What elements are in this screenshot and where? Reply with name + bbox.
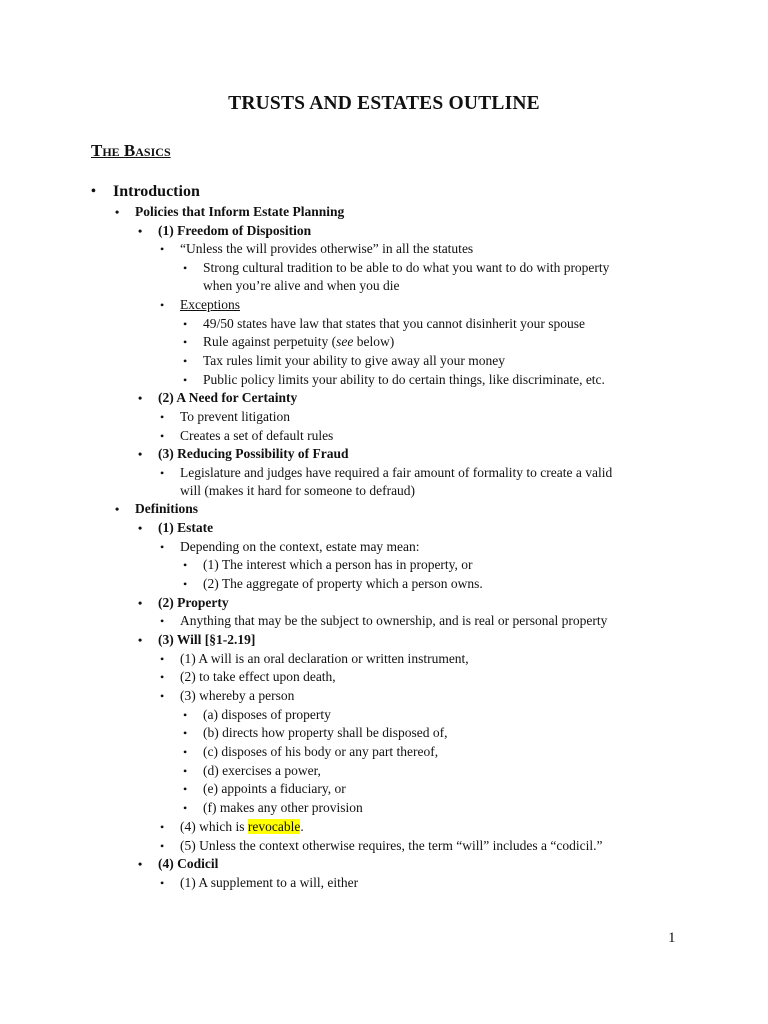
- document-title: TRUSTS AND ESTATES OUTLINE: [228, 93, 540, 114]
- bullet: •: [183, 745, 188, 759]
- bullet: •: [183, 782, 188, 796]
- bullet: •: [160, 820, 165, 834]
- bullet: •: [183, 708, 188, 722]
- bullet: •: [138, 447, 143, 461]
- outline-item: • (2) to take effect upon death,: [180, 668, 336, 687]
- bullet: •: [115, 205, 120, 219]
- outline-item: • Strong cultural tradition to be able to do what you want to do with property: [203, 259, 609, 278]
- outline-item: • Rule against perpetuity (see below): [203, 333, 394, 352]
- bullet: •: [160, 652, 165, 666]
- bullet: •: [138, 596, 143, 610]
- outline-item-exceptions: • Exceptions: [180, 296, 240, 315]
- bullet: •: [160, 410, 165, 424]
- outline-item: • (4) which is revocable.: [180, 818, 304, 837]
- bullet: •: [160, 670, 165, 684]
- outline-item: • (e) appoints a fiduciary, or: [203, 780, 346, 799]
- section-heading: The Basics: [91, 141, 171, 160]
- highlighted-text: revocable: [247, 819, 301, 834]
- bullet: •: [160, 298, 165, 312]
- outline-item: • (1) A supplement to a will, either: [180, 874, 358, 893]
- bullet: •: [138, 521, 143, 535]
- outline-item-fraud: • (3) Reducing Possibility of Fraud: [158, 445, 349, 464]
- bullet: •: [183, 764, 188, 778]
- outline-item: • (a) disposes of property: [203, 706, 331, 725]
- page-number: 1: [668, 930, 676, 946]
- outline-item-property: • (2) Property: [158, 594, 229, 613]
- outline-item: • To prevent litigation: [180, 408, 290, 427]
- outline-item-introduction: • Introduction: [91, 183, 200, 200]
- bullet: •: [138, 857, 143, 871]
- outline-item: • (b) directs how property shall be disposed of,: [203, 724, 447, 743]
- bullet: •: [183, 801, 188, 815]
- bullet: •: [160, 429, 165, 443]
- outline-item: • (2) The aggregate of property which a person owns.: [203, 575, 483, 594]
- outline-item: • 49/50 states have law that states that you cannot disinherit your spouse: [203, 315, 585, 334]
- bullet: •: [160, 689, 165, 703]
- outline-item-certainty: • (2) A Need for Certainty: [158, 389, 297, 408]
- bullet: •: [160, 876, 165, 890]
- bullet: •: [115, 502, 120, 516]
- outline-item-estate: • (1) Estate: [158, 519, 213, 538]
- bullet: •: [160, 540, 165, 554]
- outline-item: • (c) disposes of his body or any part thereof,: [203, 743, 438, 762]
- bullet: •: [138, 391, 143, 405]
- outline-item: • (1) A will is an oral declaration or written instrument,: [180, 650, 469, 669]
- bullet: •: [183, 577, 188, 591]
- outline-item-will: • (3) Will [§1-2.19]: [158, 631, 255, 650]
- outline-item: • Tax rules limit your ability to give away all your money: [203, 352, 505, 371]
- outline-item-codicil: • (4) Codicil: [158, 855, 218, 874]
- bullet: •: [160, 614, 165, 628]
- bullet: •: [183, 373, 188, 387]
- bullet: •: [183, 317, 188, 331]
- outline-item: • (f) makes any other provision: [203, 799, 363, 818]
- bullet: •: [160, 839, 165, 853]
- outline-item-policies: • Policies that Inform Estate Planning: [135, 203, 344, 222]
- outline-item-continuation: when you’re alive and when you die: [203, 278, 400, 293]
- bullet: •: [160, 466, 165, 480]
- outline-item: • Depending on the context, estate may mean:: [180, 538, 420, 557]
- bullet: •: [183, 354, 188, 368]
- outline-item: • (1) The interest which a person has in property, or: [203, 556, 473, 575]
- outline-item: • (5) Unless the context otherwise requires, the term “will” includes a “codicil.”: [180, 837, 602, 856]
- bullet: •: [183, 261, 188, 275]
- outline-item: • (3) whereby a person: [180, 687, 294, 706]
- bullet: •: [91, 184, 96, 199]
- bullet: •: [138, 633, 143, 647]
- bullet: •: [138, 224, 143, 238]
- outline-item: • (d) exercises a power,: [203, 762, 321, 781]
- bullet: •: [183, 558, 188, 572]
- outline-item: • Legislature and judges have required a fair amount of formality to create a valid: [180, 464, 612, 483]
- outline-item: • “Unless the will provides otherwise” in all the statutes: [180, 240, 473, 259]
- outline-item-freedom: • (1) Freedom of Disposition: [158, 222, 311, 241]
- outline-item: • Creates a set of default rules: [180, 427, 333, 446]
- outline-item-continuation: will (makes it hard for someone to defraud): [180, 483, 416, 498]
- outline-item: • Anything that may be the subject to ownership, and is real or personal property: [180, 612, 607, 631]
- outline-item: • Public policy limits your ability to do certain things, like discriminate, etc.: [203, 371, 605, 390]
- bullet: •: [183, 726, 188, 740]
- bullet: •: [183, 335, 188, 349]
- outline-item-definitions: • Definitions: [135, 500, 198, 519]
- bullet: •: [160, 242, 165, 256]
